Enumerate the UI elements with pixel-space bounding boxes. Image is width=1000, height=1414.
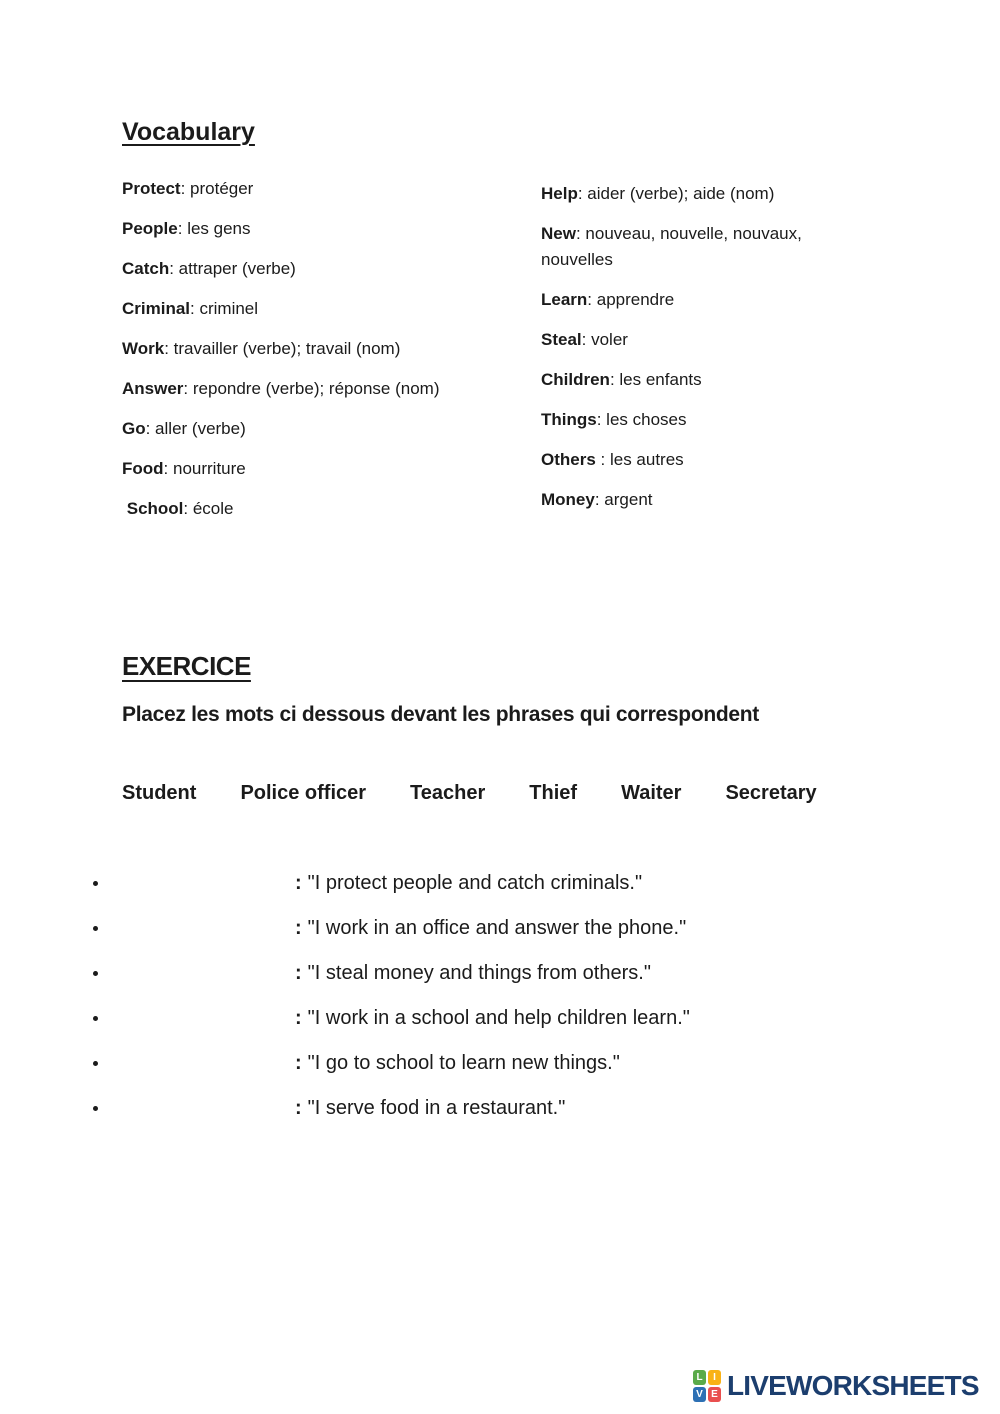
vocab-entry-help <box>541 181 841 207</box>
vocab-definition: : voler <box>581 330 628 349</box>
item-phrase: "I work in a school and help children learn." <box>307 1007 690 1029</box>
item-phrase: "I work in an office and answer the phone." <box>307 917 687 939</box>
item-colon: : <box>295 917 302 939</box>
vocab-entry-steal <box>541 327 841 353</box>
vocab-definition: : aider (verbe); aide (nom) <box>577 184 775 203</box>
item-colon: : <box>295 1052 302 1074</box>
vocab-term: Answer <box>122 379 184 398</box>
vocab-definition: : nourriture <box>163 459 246 478</box>
vocab-entry-others <box>541 447 841 473</box>
liveworksheets-logo-icon <box>693 1370 721 1402</box>
answer-slot[interactable] <box>104 871 295 897</box>
vocab-entry-people <box>122 216 552 242</box>
logo-square-l: L <box>693 1370 706 1385</box>
item-colon: : <box>295 962 302 984</box>
logo-square-v: V <box>693 1387 706 1402</box>
liveworksheets-logo <box>693 1370 979 1402</box>
word-bank-police-officer[interactable]: Police officer <box>240 782 367 804</box>
vocab-term: Go <box>122 419 146 438</box>
vocab-definition: : attraper (verbe) <box>169 259 296 278</box>
exercise-item-list <box>93 861 690 1131</box>
word-bank-student[interactable]: Student <box>122 782 197 804</box>
answer-slot[interactable] <box>104 1096 295 1122</box>
exercise-item <box>93 1041 690 1086</box>
item-colon: : <box>295 1097 302 1119</box>
item-phrase: "I go to school to learn new things." <box>307 1052 620 1074</box>
item-phrase: "I protect people and catch criminals." <box>307 872 643 894</box>
vocab-term: Others <box>541 450 596 469</box>
vocab-definition: : repondre (verbe); réponse (nom) <box>183 379 440 398</box>
vocab-definition: : protéger <box>180 179 254 198</box>
exercise-item <box>93 906 690 951</box>
item-phrase: "I steal money and things from others." <box>307 962 651 984</box>
vocab-entry-money <box>541 487 841 513</box>
vocab-definition: : apprendre <box>587 290 675 309</box>
bullet-icon <box>93 926 98 931</box>
vocab-definition: : criminel <box>190 299 259 318</box>
vocab-term: Work <box>122 339 165 358</box>
vocab-entry-go <box>122 416 552 442</box>
vocab-term: Children <box>541 370 610 389</box>
item-colon: : <box>295 1007 302 1029</box>
exercise-item <box>93 996 690 1041</box>
vocab-entry-new <box>541 221 841 273</box>
vocab-term: Catch <box>122 259 170 278</box>
exercise-item <box>93 861 690 906</box>
vocab-definition: : nouveau, nouvelle, nouvaux, nouvelles <box>541 224 807 269</box>
bullet-icon <box>93 971 98 976</box>
liveworksheets-logo-text: LIVEWORKSHEETS <box>727 1370 979 1401</box>
answer-slot[interactable] <box>104 916 295 942</box>
vocab-entry-things <box>541 407 841 433</box>
vocab-term: Food <box>122 459 164 478</box>
answer-slot[interactable] <box>104 1051 295 1077</box>
vocabulary-left-column <box>122 176 552 536</box>
vocab-term: Things <box>541 410 597 429</box>
vocab-definition: : argent <box>594 490 653 509</box>
exercise-instruction: Placez les mots ci dessous devant les phrases qui correspondent <box>122 703 760 726</box>
vocab-entry-learn <box>541 287 841 313</box>
vocab-definition: : les choses <box>596 410 687 429</box>
vocab-entry-food <box>122 456 552 482</box>
vocab-entry-children <box>541 367 841 393</box>
vocab-term: Learn <box>541 290 588 309</box>
vocab-term: Money <box>541 490 595 509</box>
vocab-entry-protect <box>122 176 552 202</box>
word-bank-thief[interactable]: Thief <box>529 782 578 804</box>
word-bank-secretary[interactable]: Secretary <box>725 782 817 804</box>
vocab-entry-work <box>122 336 552 362</box>
vocab-term: New <box>541 224 576 243</box>
logo-square-i: I <box>708 1370 721 1385</box>
vocab-term: Criminal <box>122 299 191 318</box>
vocab-term: Help <box>541 184 578 203</box>
vocab-definition: : les autres <box>595 450 684 469</box>
word-bank <box>122 782 817 805</box>
answer-slot[interactable] <box>104 1006 295 1032</box>
exercise-item <box>93 951 690 996</box>
vocabulary-title: Vocabulary <box>122 118 255 146</box>
vocab-entry-catch <box>122 256 552 282</box>
vocab-term: Protect <box>122 179 181 198</box>
vocab-term: People <box>122 219 178 238</box>
answer-slot[interactable] <box>104 961 295 987</box>
exercise-title: EXERCICE <box>122 651 251 681</box>
vocabulary-right-column <box>541 181 841 527</box>
vocab-entry-answer <box>122 376 552 402</box>
vocab-definition: : les gens <box>177 219 251 238</box>
bullet-icon <box>93 1106 98 1111</box>
vocab-term: School <box>122 499 184 518</box>
vocab-definition: : aller (verbe) <box>145 419 246 438</box>
vocab-definition: : école <box>183 499 234 518</box>
vocab-term: Steal <box>541 330 582 349</box>
vocab-definition: : travailler (verbe); travail (nom) <box>164 339 401 358</box>
bullet-icon <box>93 1061 98 1066</box>
item-phrase: "I serve food in a restaurant." <box>307 1097 566 1119</box>
vocab-entry-school <box>122 496 552 522</box>
word-bank-waiter[interactable]: Waiter <box>621 782 682 804</box>
vocab-definition: : les enfants <box>609 370 702 389</box>
bullet-icon <box>93 881 98 886</box>
word-bank-teacher[interactable]: Teacher <box>410 782 486 804</box>
vocab-entry-criminal <box>122 296 552 322</box>
exercise-item <box>93 1086 690 1131</box>
item-colon: : <box>295 872 302 894</box>
bullet-icon <box>93 1016 98 1021</box>
logo-square-e: E <box>708 1387 721 1402</box>
